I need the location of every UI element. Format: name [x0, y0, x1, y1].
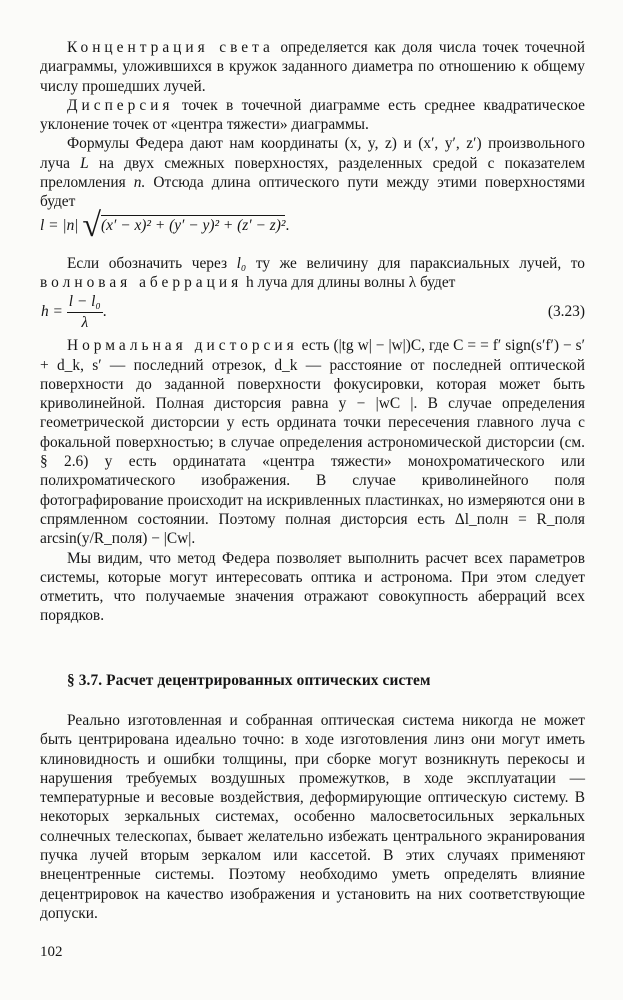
- paragraph-text: есть (|tg w| − |w|)C, где C = = f′ sign(s′f′) − s′ + d_k, s′ — последний отрезок, d_k — расстояние от последней оптической поверхности до заданной поверхности фокусировки, которая может быть криволинейной. Полная дисторсия равна y − |wC |. В случае определения геометрической дисторсии y есть ордината точки пересечения главного луча с фокальной поверхностью; в случае определения астрономической дисторсии (см. § 2.6) y есть ординатата «центра тяжести» монохроматического или полихроматического изображения. В случае криволинейного поля фотографирование происходит на искривленных пластинках, но измеряются они в спрямленном состоянии. Поэтому полная дисторсия есть Δl_полн = R_поля arcsin(y/R_поля) − |Cw|.: [40, 337, 585, 548]
- fraction-numerator: l − l₀: [67, 292, 103, 312]
- paragraph-feder-summary: Мы видим, что метод Федера позволяет выполнить расчет всех параметров системы, которые могут интересовать оптика и астронома. При этом следует отметить, что получаемые значения отражают совокупность аберраций всех порядков.: [40, 549, 585, 625]
- upper-text-block: [40, 38, 585, 626]
- fraction-denominator: λ: [81, 313, 89, 331]
- paragraph-text: Если обозначить через: [67, 254, 228, 272]
- term-normal-distortion: Нормальная дисторсия: [67, 337, 298, 355]
- formula-radicand: (x′ − x)² + (y′ − y)² + (z′ − z)²: [101, 216, 286, 234]
- page-number: 102: [40, 944, 63, 960]
- paragraph-text: точек в точечной диаграмме есть среднее квадратическое уклонение точек от «центра тяжести» диаграммы.: [40, 96, 585, 134]
- paragraph-wave-aberration: [40, 254, 585, 293]
- formula-lhs: h =: [41, 303, 63, 321]
- refraction-index-symbol: n.: [133, 174, 146, 192]
- paragraph-decentered-systems: Реально изготовленная и собранная оптическая система никогда не может быть центрирована идеально точно: в ходе изготовления линз они могут иметь клиновидность и ошибки толщины, при сборке могут возникнуть перекосы и нарушения требуемых воздушных промежутков, в ходе эксплуатации — температурные и весовые воздействия, деформирующие оптическую систему. В некоторых зеркальных системах, особенно малосветосильных зеркальных солнечных телескопах, бывает желательно избежать центрального экранирования пучка лучей вторым зеркалом или кассетой. В этих случаях применяют внецентренные системы. Поэтому необходимо уметь определять влияние децентрировок на качество изображения и установить на них соответствующие допуски.: [40, 712, 585, 922]
- formula-end: .: [285, 216, 290, 234]
- paragraph-text: на двух смежных поверхностях, разделенных средой с показателем преломления: [40, 154, 585, 192]
- paragraph-text: ту же величину для параксиальных лучей, то: [255, 254, 586, 272]
- paragraph-text: определяется как доля числа точек точечной диаграммы, уложившихся в кружок заданного диаметра по отношению к общему числу прошедших лучей.: [40, 39, 585, 95]
- paraxial-length-symbol: l₀: [236, 254, 247, 272]
- section-heading: § 3.7. Расчет децентрированных оптических систем: [67, 672, 431, 689]
- paragraph-dispersion: [40, 96, 585, 135]
- formula-lhs: l = |n|: [40, 216, 79, 234]
- paragraph-text: h луча для длины волны λ будет: [246, 273, 456, 291]
- formula-3-23: [40, 292, 585, 336]
- paragraph-text: Отсюда длина оптического пути между этими поверхностями будет: [40, 174, 585, 211]
- term-wave-aberration: волновая аберрация: [40, 273, 243, 291]
- paragraph-feder-formulas: [40, 134, 585, 211]
- paragraph-text: Формулы Федера дают нам координаты (x, y, z) и (x′, y′, z′) произвольного луча: [40, 135, 585, 172]
- fraction: [67, 292, 103, 332]
- formula-end: .: [102, 303, 107, 321]
- ray-symbol: L: [80, 154, 89, 172]
- paragraph-light-concentration: [40, 38, 585, 96]
- lower-text-block: [40, 711, 585, 923]
- equation-number: (3.23): [547, 303, 585, 321]
- term-light-concentration: Концентрация света: [67, 39, 274, 56]
- formula-optical-path: [40, 206, 585, 254]
- paragraph-normal-distortion: [40, 336, 585, 548]
- sqrt-sign: √: [82, 206, 102, 244]
- term-dispersion: Дисперсия: [67, 96, 174, 114]
